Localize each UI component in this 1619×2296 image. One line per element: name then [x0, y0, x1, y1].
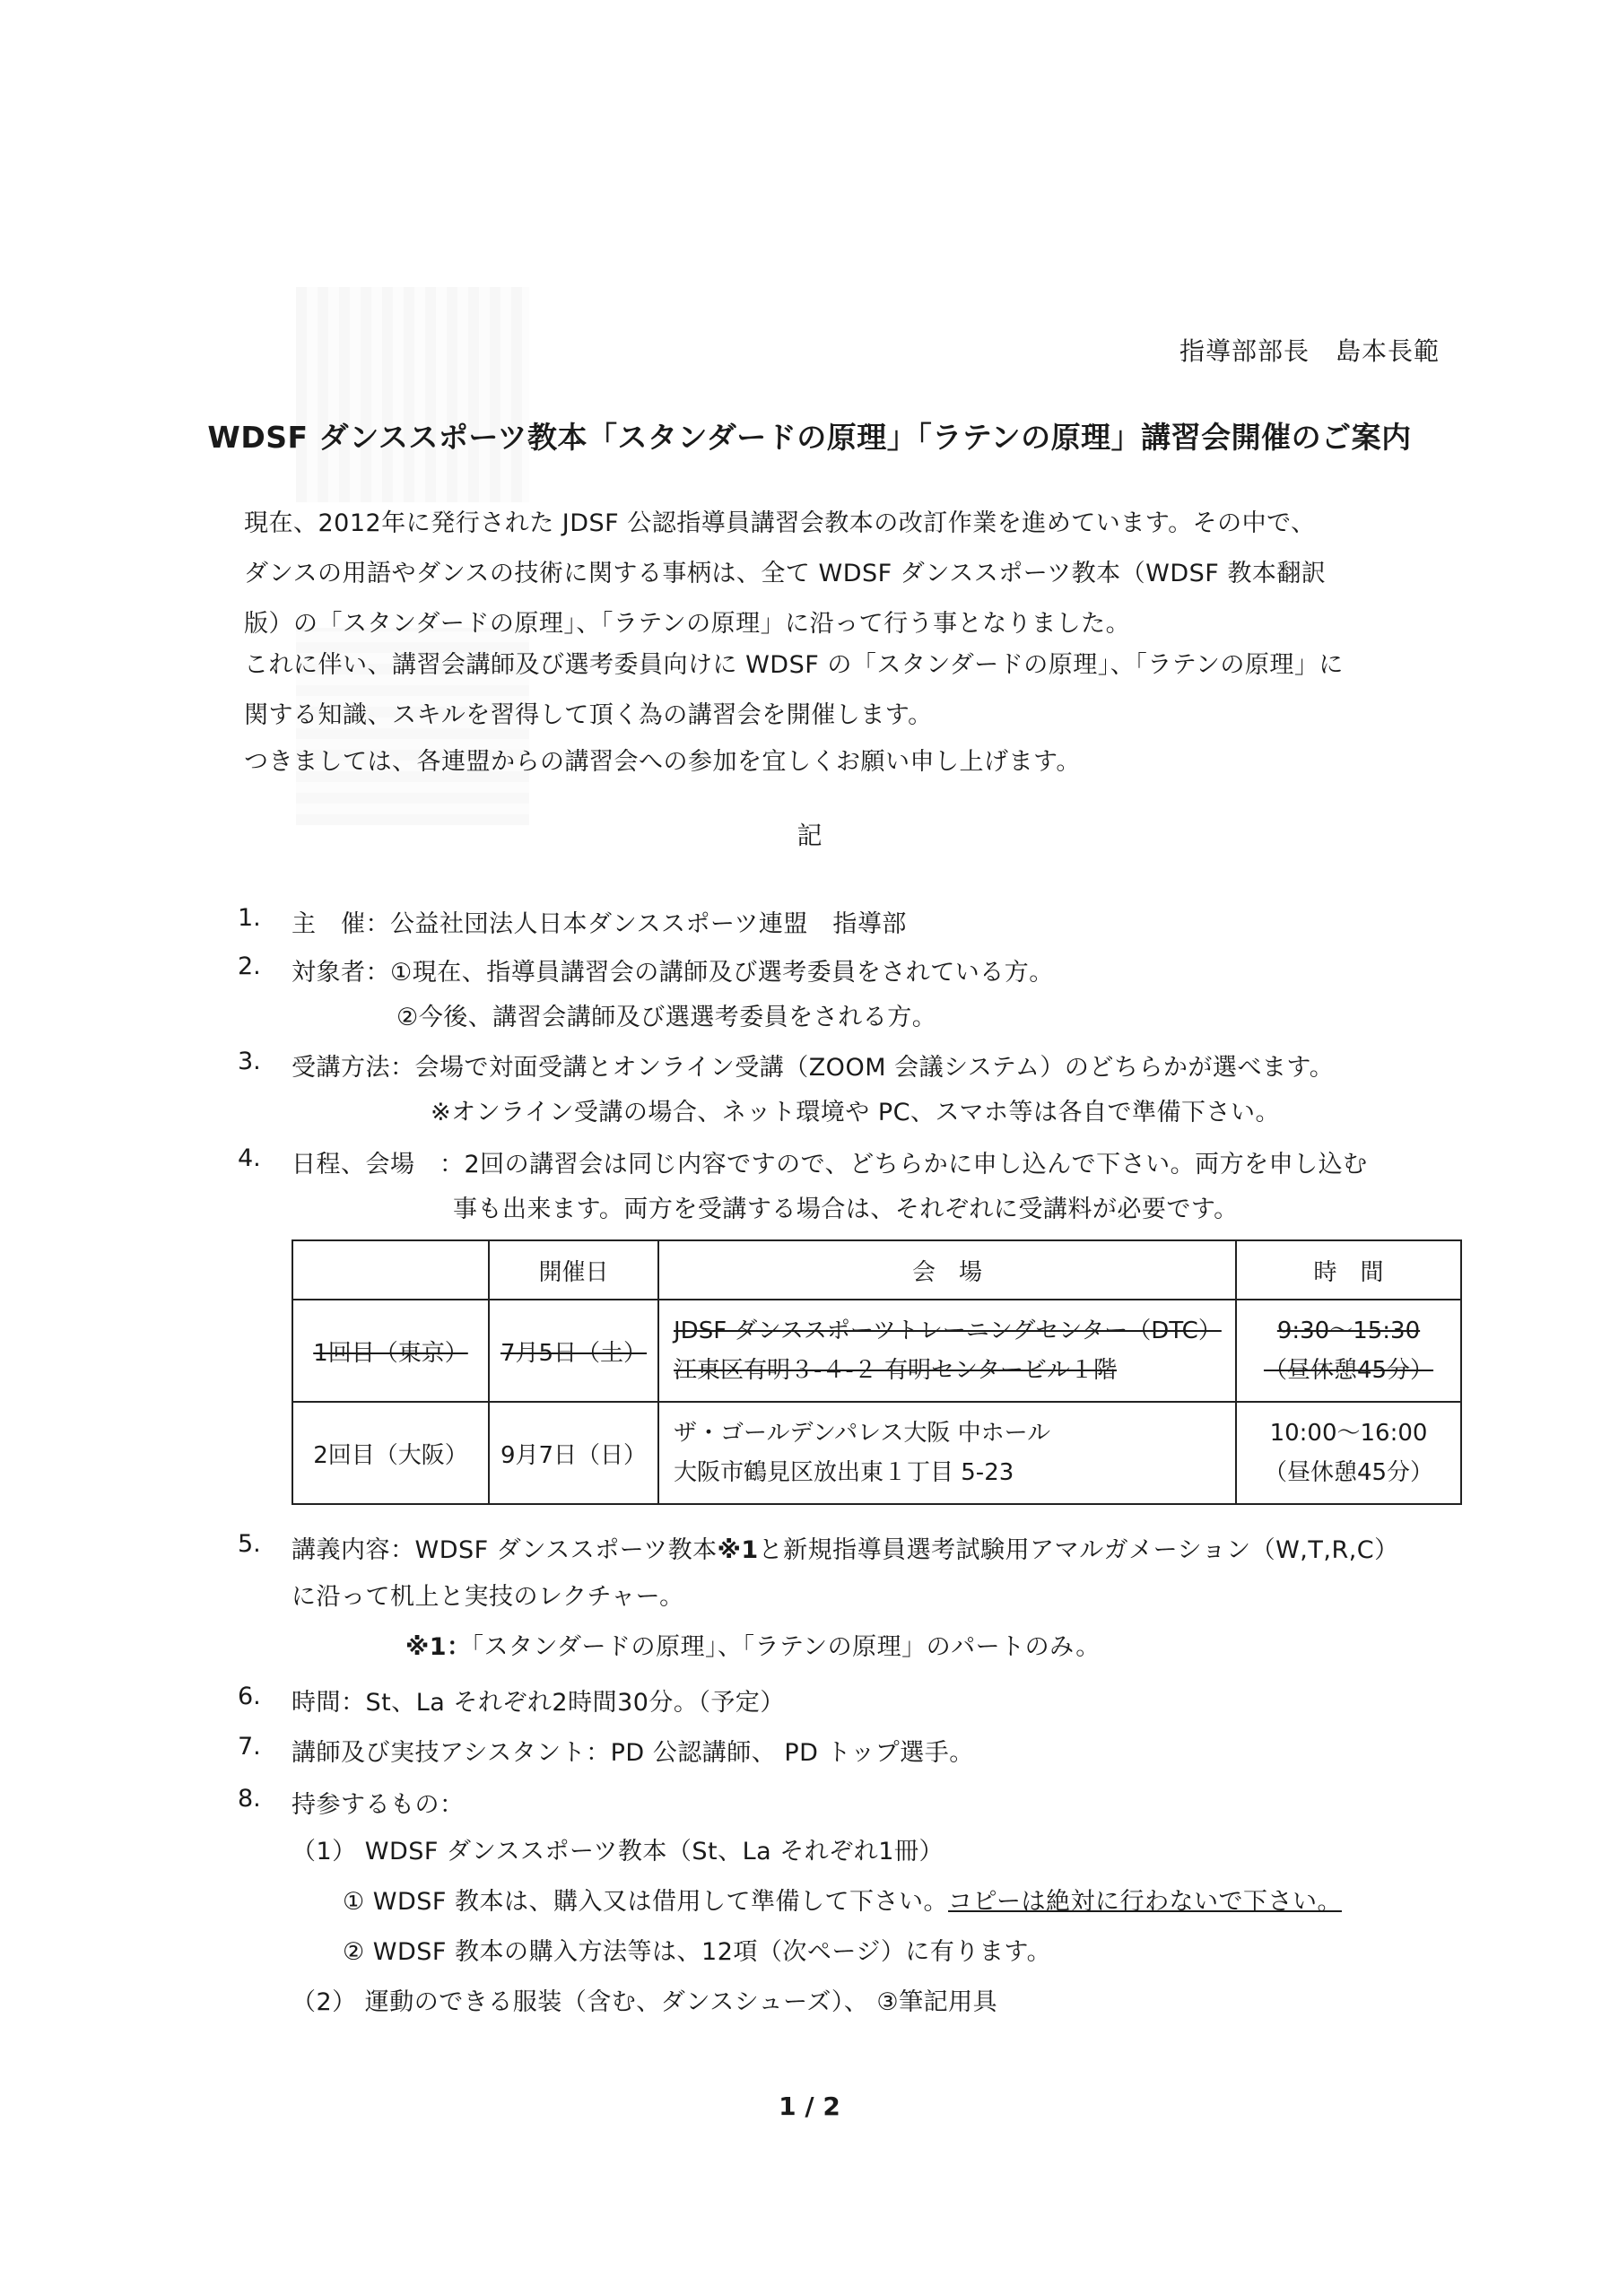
- item-bring-2: （2） 運動のできる服装（含む、ダンスシューズ）、 ③筆記用具: [292, 1988, 998, 2016]
- item-number: 7.: [238, 1733, 261, 1761]
- item-schedule: 日程、会場 ：2回の講習会は同じ内容ですので、どちらかに申し込んで下さい。両方を申し込む: [292, 1151, 1368, 1178]
- item-bring-1: （1） WDSF ダンススポーツ教本（St、La それぞれ1冊）: [292, 1838, 944, 1866]
- item-number: 5.: [238, 1530, 261, 1558]
- item-method-note: ※オンライン受講の場合、ネット環境や PC、スマホ等は各自で準備下さい。: [431, 1099, 1280, 1126]
- venue-cell: ザ・ゴールデンパレス大阪 中ホール 大阪市鶴見区放出東１丁目 5-23: [658, 1402, 1236, 1504]
- time-cell: 9:30～15:30 （昼休憩45分）: [1236, 1300, 1461, 1402]
- venue-cell: JDSF ダンススポーツトレーニングセンター（DTC） 江東区有明３-４-２ 有明センタービル１階: [658, 1300, 1236, 1402]
- item-number: 4.: [238, 1144, 261, 1172]
- item-schedule-note: 事も出来ます。両方を受講する場合は、それぞれに受講料が必要です。: [453, 1196, 1239, 1223]
- session-cell: 1回目（東京）: [292, 1300, 489, 1402]
- item-content-note: ※1：「スタンダードの原理」、「ラテンの原理」のパートのみ。: [405, 1633, 1101, 1661]
- item-number: 8.: [238, 1785, 261, 1813]
- table-header-cell: 会 場: [658, 1240, 1236, 1300]
- item-method: 受講方法：会場で対面受講とオンライン受講（ZOOM 会議システム）のどちらかが選べます。: [292, 1054, 1335, 1082]
- item-content: 講義内容：WDSF ダンススポーツ教本※1と新規指導員選考試験用アマルガメーション（W,T,R,C）: [292, 1536, 1399, 1564]
- item-bring-1a: ① WDSF 教本は、購入又は借用して準備して下さい。コピーは絶対に行わないで下さい。: [343, 1888, 1342, 1916]
- ki-heading: 記: [796, 821, 823, 850]
- table-row: [292, 1402, 1461, 1504]
- date-cell: 9月7日（日）: [489, 1402, 658, 1504]
- sender-name: 指導部部長 島本長範: [1179, 336, 1440, 366]
- date-cell: 7月5日（土）: [489, 1300, 658, 1402]
- intro-paragraph-1: 現在、2012年に発行された JDSF 公認指導員講習会教本の改訂作業を進めています。その中で、 ダンスの用語やダンスの技術に関する事柄は、全て WDSF ダンススポーツ教本（WDSF 教本翻訳 版）の「スタンダードの原理」、「ラテンの原理」に沿って行う事となりました。: [244, 509, 1327, 638]
- item-time: 時間：St、La それぞれ2時間30分。（予定）: [292, 1689, 785, 1717]
- schedule-table: [292, 1239, 1462, 1505]
- time-cell: 10:00～16:00 （昼休憩45分）: [1236, 1402, 1461, 1504]
- table-row: [292, 1300, 1461, 1402]
- item-organizer: 主 催：公益社団法人日本ダンススポーツ連盟 指導部: [292, 910, 907, 938]
- page-number: 1 / 2: [779, 2092, 840, 2121]
- document-title: WDSF ダンススポーツ教本「スタンダードの原理」「ラテンの原理」講習会開催のご案内: [207, 420, 1412, 455]
- session-cell: 2回目（大阪）: [292, 1402, 489, 1504]
- table-header-cell: 時 間: [1236, 1240, 1461, 1300]
- item-target-1: 対象者：①現在、指導員講習会の講師及び選考委員をされている方。: [292, 959, 1054, 987]
- item-content-2: に沿って机上と実技のレクチャー。: [292, 1583, 684, 1611]
- intro-paragraph-2: これに伴い、講習会講師及び選考委員向けに WDSF の「スタンダードの原理」、「ラテンの原理」に 関する知識、スキルを習得して頂く為の講習会を開催します。: [244, 651, 1344, 729]
- item-target-2: ②今後、講習会講師及び選選考委員をされる方。: [396, 1004, 937, 1031]
- item-number: 1.: [238, 904, 261, 932]
- item-number: 3.: [238, 1048, 261, 1075]
- item-number: 2.: [238, 952, 261, 980]
- item-number: 6.: [238, 1683, 261, 1710]
- item-bring-1b: ② WDSF 教本の購入方法等は、12項（次ページ）に有ります。: [343, 1938, 1052, 1966]
- qr-code-bleedthrough: [296, 287, 529, 502]
- table-header-cell: [292, 1240, 489, 1300]
- item-instructors: 講師及び実技アシスタント：PD 公認講師、 PD トップ選手。: [292, 1739, 974, 1767]
- table-header-cell: 開催日: [489, 1240, 658, 1300]
- intro-paragraph-3: つきましては、各連盟からの講習会への参加を宜しくお願い申し上げます。: [244, 748, 1081, 776]
- table-header-row: [292, 1240, 1461, 1300]
- item-bring: 持参するもの：: [292, 1791, 465, 1819]
